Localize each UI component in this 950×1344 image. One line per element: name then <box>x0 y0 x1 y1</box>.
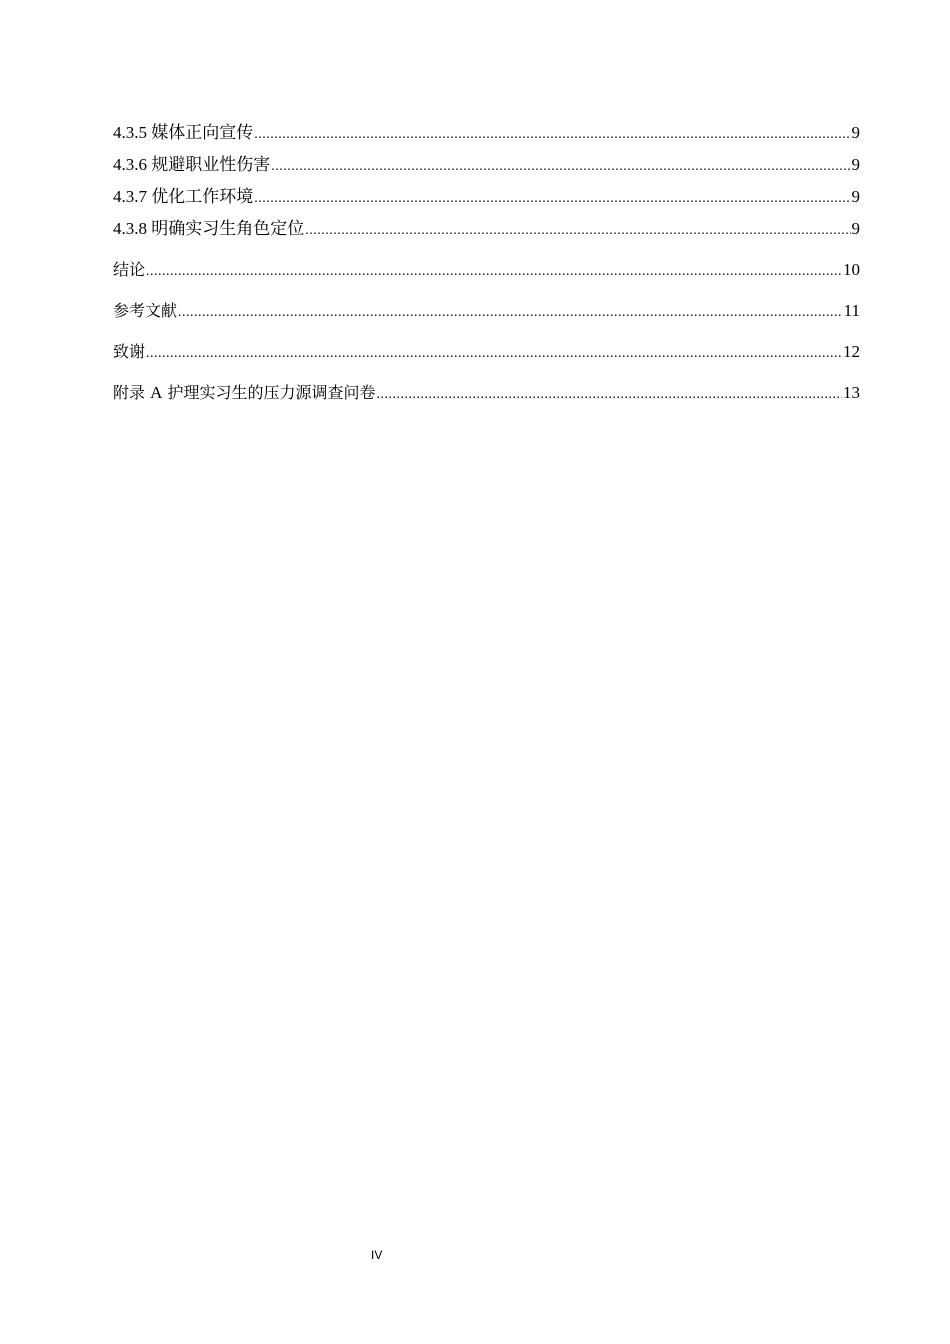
toc-entry-title-prefix: 附录 <box>113 383 151 402</box>
toc-entry-4-3-7[interactable] <box>113 184 860 216</box>
toc-entry-page: 9 <box>851 187 860 206</box>
toc-entry-appendix-a[interactable] <box>113 375 860 416</box>
toc-entry-title: 结论 <box>113 260 146 279</box>
dot-leader <box>178 295 843 331</box>
toc-entry-4-3-6[interactable] <box>113 152 860 184</box>
toc-entry-title: 参考文献 <box>113 301 178 320</box>
toc-entry-title: 4.3.6 规避职业性伤害 <box>113 155 271 174</box>
dot-leader <box>146 336 842 372</box>
footer-page-number: IV <box>371 1248 383 1262</box>
toc-entry-title: 4.3.7 优化工作环境 <box>113 187 254 206</box>
toc-entry-title-latin: A <box>150 383 163 402</box>
toc-entry-page: 10 <box>843 260 860 279</box>
toc-entry-page: 9 <box>851 155 860 174</box>
toc-entry-title: 4.3.8 明确实习生角色定位 <box>113 219 305 238</box>
toc-entry-title: 致谢 <box>113 342 146 361</box>
toc-entry-4-3-8[interactable] <box>113 216 860 248</box>
dot-leader <box>146 254 842 290</box>
dot-leader <box>376 377 842 413</box>
toc-entry-title <box>113 375 375 411</box>
dot-leader <box>254 122 850 148</box>
toc-entry-acknowledgements[interactable] <box>113 334 860 375</box>
toc-entry-title-suffix: 护理实习生的压力源调查问卷 <box>162 383 376 402</box>
toc-entry-4-3-5[interactable] <box>113 120 860 152</box>
toc-entry-page: 11 <box>843 301 860 320</box>
dot-leader <box>271 154 850 180</box>
toc-entry-title: 4.3.5 媒体正向宣传 <box>113 123 254 142</box>
dot-leader <box>254 186 850 212</box>
toc-entry-page: 13 <box>843 383 860 402</box>
toc-entry-references[interactable] <box>113 293 860 334</box>
toc-entry-page: 12 <box>843 342 860 361</box>
table-of-contents <box>113 120 860 416</box>
toc-entry-conclusion[interactable] <box>113 252 860 293</box>
toc-entry-page: 9 <box>851 123 860 142</box>
toc-entry-page: 9 <box>851 219 860 238</box>
dot-leader <box>305 218 850 244</box>
